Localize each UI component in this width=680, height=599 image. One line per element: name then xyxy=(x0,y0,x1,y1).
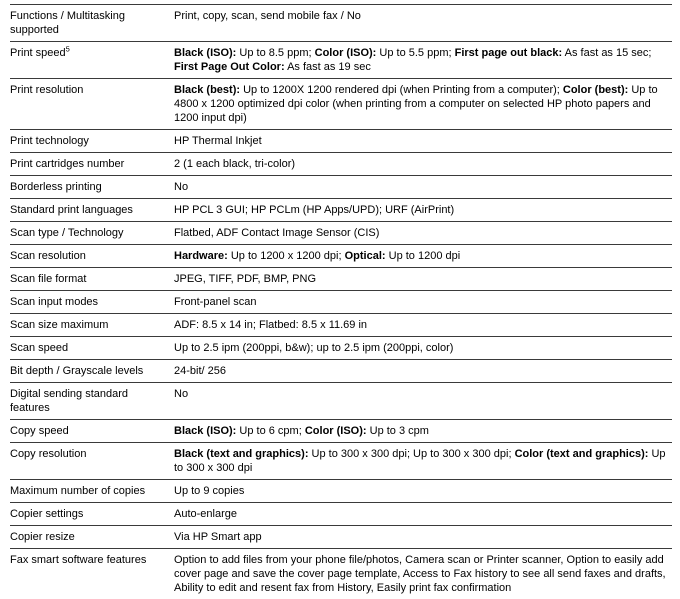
spec-label: Copy speed xyxy=(10,425,69,437)
spec-value xyxy=(170,503,672,525)
spec-label: Scan speed xyxy=(10,342,69,354)
spec-value-segment: Up to 3 cpm xyxy=(366,425,429,437)
spec-value xyxy=(170,480,672,502)
spec-label: Print cartridges number xyxy=(10,158,125,170)
spec-label: Scan resolution xyxy=(10,250,86,262)
spec-value xyxy=(170,176,672,198)
spec-value xyxy=(170,222,672,244)
spec-value xyxy=(170,420,672,442)
spec-value-segment: Up to 5.5 ppm; xyxy=(376,47,455,59)
spec-value xyxy=(170,245,672,267)
spec-label: Copy resolution xyxy=(10,448,87,460)
spec-row xyxy=(10,360,672,383)
spec-row xyxy=(10,199,672,222)
spec-value xyxy=(170,549,672,599)
footnote-marker: 5 xyxy=(65,44,70,54)
spec-row xyxy=(10,268,672,291)
spec-label: Scan input modes xyxy=(10,296,99,308)
spec-value-bold-segment: Optical: xyxy=(344,250,386,262)
spec-label: Scan type / Technology xyxy=(10,227,124,239)
spec-value-segment: HP PCL 3 GUI; HP PCLm (HP Apps/UPD); URF (AirPrint) xyxy=(174,204,455,216)
spec-value-segment: ADF: 8.5 x 14 in; Flatbed: 8.5 x 11.69 in xyxy=(174,319,368,331)
spec-value-segment: Up to 1200X 1200 rendered dpi (when Printing from a computer); xyxy=(240,84,563,96)
spec-value-bold-segment: Color (text and graphics): xyxy=(514,448,649,460)
spec-value-segment: Print, copy, scan, send mobile fax / No xyxy=(174,10,361,22)
spec-label: Print technology xyxy=(10,135,89,147)
spec-value-segment: Up to 8.5 ppm; xyxy=(236,47,315,59)
spec-value-segment: JPEG, TIFF, PDF, BMP, PNG xyxy=(174,273,317,285)
spec-value-segment: Up to 6 cpm; xyxy=(236,425,305,437)
spec-value-bold-segment: Black (best): xyxy=(174,84,241,96)
spec-value-segment: 24-bit/ 256 xyxy=(174,365,226,377)
spec-label: Digital sending standard features xyxy=(10,388,129,414)
spec-row xyxy=(10,176,672,199)
spec-row xyxy=(10,153,672,176)
spec-label: Borderless printing xyxy=(10,181,102,193)
spec-value-segment: Up to 9 copies xyxy=(174,485,245,497)
spec-value-segment: Up to 4800 x 1200 optimized dpi color (when printing from a computer on selected HP photo papers and 1200 input dpi) xyxy=(174,84,658,124)
spec-value xyxy=(170,79,672,129)
spec-row xyxy=(10,79,672,130)
spec-value-bold-segment: Color (ISO): xyxy=(304,425,367,437)
spec-value-segment: Up to 1200 x 1200 dpi; xyxy=(227,250,345,262)
spec-row xyxy=(10,337,672,360)
spec-value-segment: Front-panel scan xyxy=(174,296,257,308)
spec-value xyxy=(170,130,672,152)
spec-row xyxy=(10,245,672,268)
spec-value-bold-segment: Black (ISO): xyxy=(174,425,237,437)
spec-value-segment: Via HP Smart app xyxy=(174,531,262,543)
spec-label: Bit depth / Grayscale levels xyxy=(10,365,144,377)
spec-label: Maximum number of copies xyxy=(10,485,146,497)
spec-value-bold-segment: Color (best): xyxy=(562,84,629,96)
spec-label: Scan size maximum xyxy=(10,319,109,331)
spec-value-segment: HP Thermal Inkjet xyxy=(174,135,262,147)
spec-value-segment: As fast as 19 sec xyxy=(284,61,371,73)
spec-row xyxy=(10,130,672,153)
spec-row xyxy=(10,420,672,443)
spec-row xyxy=(10,503,672,526)
spec-value-segment: No xyxy=(174,388,189,400)
spec-value xyxy=(170,383,672,419)
spec-value-segment: Up to 300 x 300 dpi; Up to 300 x 300 dpi; xyxy=(308,448,515,460)
spec-value xyxy=(170,199,672,221)
spec-value-segment: Auto-enlarge xyxy=(174,508,237,520)
spec-value-bold-segment: First page out black: xyxy=(454,47,563,59)
spec-row xyxy=(10,42,672,79)
spec-label: Scan file format xyxy=(10,273,87,285)
spec-value-bold-segment: Color (ISO): xyxy=(314,47,377,59)
spec-row xyxy=(10,222,672,245)
spec-label: Copier resize xyxy=(10,531,75,543)
spec-value xyxy=(170,42,672,78)
spec-table xyxy=(10,4,672,599)
spec-value-segment: Flatbed, ADF Contact Image Sensor (CIS) xyxy=(174,227,380,239)
spec-value-segment: 2 (1 each black, tri-color) xyxy=(174,158,296,170)
spec-value xyxy=(170,314,672,336)
spec-row xyxy=(10,291,672,314)
spec-label: Print resolution xyxy=(10,84,84,96)
spec-label: Copier settings xyxy=(10,508,84,520)
spec-row xyxy=(10,443,672,480)
spec-value-segment: Up to 300 x 300 dpi xyxy=(174,448,666,474)
spec-value-segment: Up to 2.5 ipm (200ppi, b&w); up to 2.5 ipm (200ppi, color) xyxy=(174,342,454,354)
spec-label: Fax smart software features xyxy=(10,554,147,566)
spec-row xyxy=(10,314,672,337)
spec-row xyxy=(10,549,672,599)
spec-value-segment: As fast as 15 sec; xyxy=(562,47,652,59)
spec-value xyxy=(170,337,672,359)
spec-value xyxy=(170,526,672,548)
spec-label: Standard print languages xyxy=(10,204,133,216)
spec-value-bold-segment: Black (text and graphics): xyxy=(174,448,309,460)
spec-row xyxy=(10,526,672,549)
spec-value xyxy=(170,443,672,479)
spec-value-segment: No xyxy=(174,181,189,193)
spec-value xyxy=(170,360,672,382)
spec-row xyxy=(10,383,672,420)
spec-value-segment: Option to add files from your phone file/photos, Camera scan or Printer scanner, Option to easily add cover page and save the cover page template, Access to Fax history to see all send faxes and drafts, Ability to edit and resent fax from History, Easily print fax confirmation xyxy=(174,554,666,594)
spec-value xyxy=(170,5,672,41)
spec-value xyxy=(170,291,672,313)
spec-value xyxy=(170,153,672,175)
spec-row xyxy=(10,5,672,42)
spec-label: Functions / Multitasking supported xyxy=(10,10,125,36)
spec-value-bold-segment: Black (ISO): xyxy=(174,47,237,59)
spec-value xyxy=(170,268,672,290)
spec-row xyxy=(10,480,672,503)
spec-label: Print speed$^5$ xyxy=(10,44,70,59)
spec-value-segment: Up to 1200 dpi xyxy=(385,250,461,262)
spec-value-bold-segment: Hardware: xyxy=(174,250,228,262)
spec-value-bold-segment: First Page Out Color: xyxy=(174,61,285,73)
